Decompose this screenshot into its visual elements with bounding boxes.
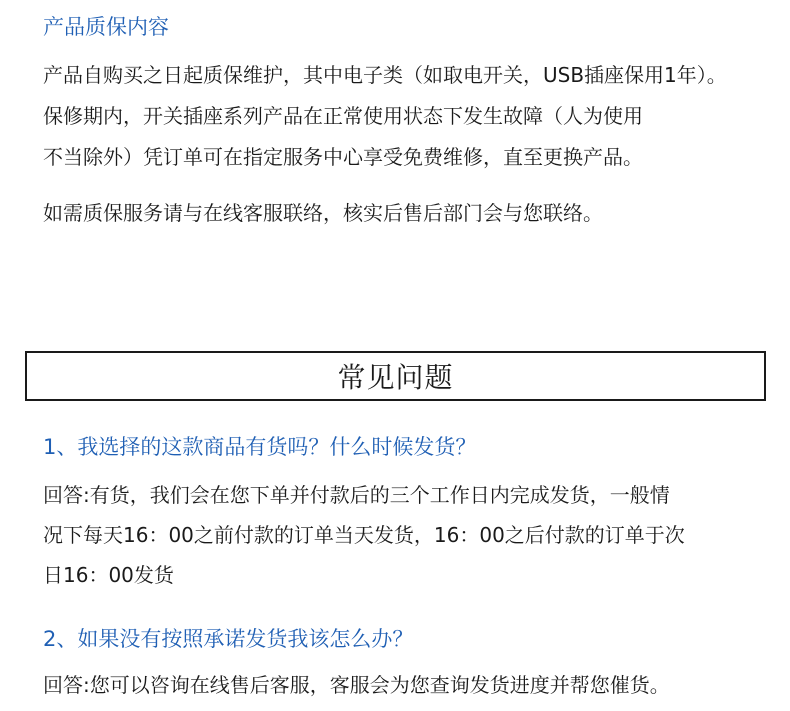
warranty-paragraph (43, 55, 727, 178)
faq-question: 2、如果没有按照承诺发货我该怎么办？ (43, 627, 414, 651)
faq-answer (43, 665, 670, 705)
faq-answer-line: 况下每天16：00之前付款的订单当天发货，16：00之后付款的订单于次 (43, 523, 685, 547)
warranty-paragraph-line: 保修期内，开关插座系列产品在正常使用状态下发生故障（人为使用 (43, 104, 643, 128)
contact-paragraph: 如需质保服务请与在线客服联络，核实后售后部门会与您联络。 (43, 201, 603, 225)
warranty-paragraph-line: 不当除外）凭订单可在指定服务中心享受免费维修，直至更换产品。 (43, 145, 643, 169)
faq-answer-line: 回答:有货，我们会在您下单并付款后的三个工作日内完成发货，一般情 (43, 483, 670, 507)
faq-answer (43, 475, 685, 595)
warranty-title: 产品质保内容 (43, 15, 169, 39)
faq-header (25, 351, 766, 401)
faq-answer-line: 日16：00发货 (43, 563, 174, 587)
faq-question: 1、我选择的这款商品有货吗？什么时候发货？ (43, 435, 477, 459)
faq-header-label: 常见问题 (337, 361, 454, 394)
faq-answer-line: 回答:您可以咨询在线售后客服，客服会为您查询发货进度并帮您催货。 (43, 673, 670, 697)
warranty-paragraph-line: 产品自购买之日起质保维护，其中电子类（如取电开关，USB插座保用1年）。 (43, 63, 727, 87)
